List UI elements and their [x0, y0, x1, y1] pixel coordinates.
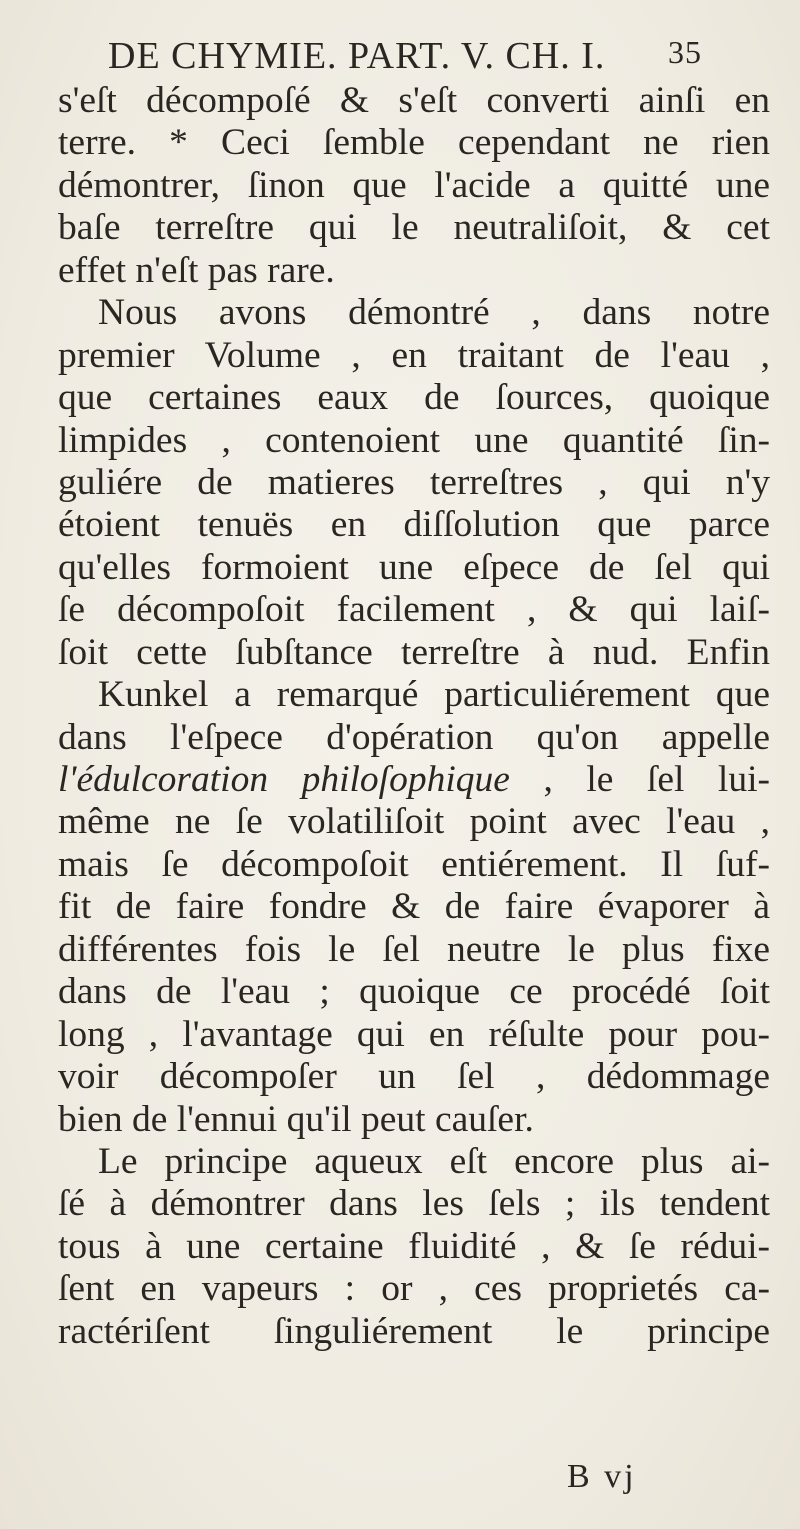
page-number: 35	[668, 34, 702, 70]
text-line: guliére de matieres terreſtres , qui n'y	[58, 461, 770, 503]
text-line: différentes fois le ſel neutre le plus fixe	[58, 928, 770, 970]
text-line: que certaines eaux de ſources, quoique	[58, 377, 770, 419]
text-line: baſe terreſtre qui le neutraliſoit, & cet	[58, 207, 770, 249]
text-line: ractériſent ſinguliérement le principe	[58, 1310, 770, 1352]
signature-mark: B vj	[567, 1458, 637, 1495]
text-line: dans l'eſpece d'opération qu'on appelle	[58, 716, 770, 758]
text-line: terre. * Ceci ſemble cependant ne rien	[58, 122, 770, 164]
text-line: même ne ſe volatiliſoit point avec l'eau ,	[58, 801, 770, 843]
text-line: Kunkel a remarqué particuliérement que	[98, 674, 770, 716]
text-line: mais ſe décompoſoit entiérement. Il ſuf-	[58, 843, 770, 885]
text-line: ſoit cette ſubſtance terreſtre à nud. Enfin	[58, 631, 770, 673]
text-line: voir décompoſer un ſel , dédommage	[58, 1056, 770, 1098]
text-line-italic-phrase: l'édulcoration philoſophique , le ſel lui-	[58, 759, 770, 800]
body-text	[58, 80, 770, 1353]
text-line: dans de l'eau ; quoique ce procédé ſoit	[58, 971, 770, 1013]
text-line: ſe décompoſoit facilement , & qui laiſ-	[58, 589, 770, 631]
running-head	[108, 34, 748, 78]
text-line: démontrer, ſinon que l'acide a quitté une	[58, 164, 770, 206]
text-line: étoient tenuës en diſſolution que parce	[58, 504, 770, 546]
text-line: long , l'avantage qui en réſulte pour pou-	[58, 1013, 770, 1055]
text-line: tous à une certaine fluidité , & ſe rédui-	[58, 1225, 770, 1267]
italic-phrase: l'édulcoration philoſophique	[58, 759, 510, 800]
text-line: bien de l'ennui qu'il peut cauſer.	[58, 1098, 534, 1140]
text-line: limpides , contenoient une quantité ſin-	[58, 419, 770, 461]
text-line: premier Volume , en traitant de l'eau ,	[58, 334, 770, 376]
text-line: s'eſt décompoſé & s'eſt converti ainſi en	[58, 80, 770, 121]
text-line: qu'elles formoient une eſpece de ſel qui	[58, 546, 770, 588]
text-line: ſent en vapeurs : or , ces proprietés ca-	[58, 1268, 770, 1310]
text-line: ſé à démontrer dans les ſels ; ils tendent	[58, 1183, 770, 1225]
text-line: fit de faire fondre & de faire évaporer à	[58, 886, 770, 928]
text-line: Le principe aqueux eſt encore plus ai-	[98, 1140, 770, 1182]
text-line: Nous avons démontré , dans notre	[98, 292, 770, 334]
text-line: effet n'eſt pas rare.	[58, 249, 335, 291]
running-head-title: DE CHYMIE. PART. V. CH. I.	[108, 35, 606, 77]
